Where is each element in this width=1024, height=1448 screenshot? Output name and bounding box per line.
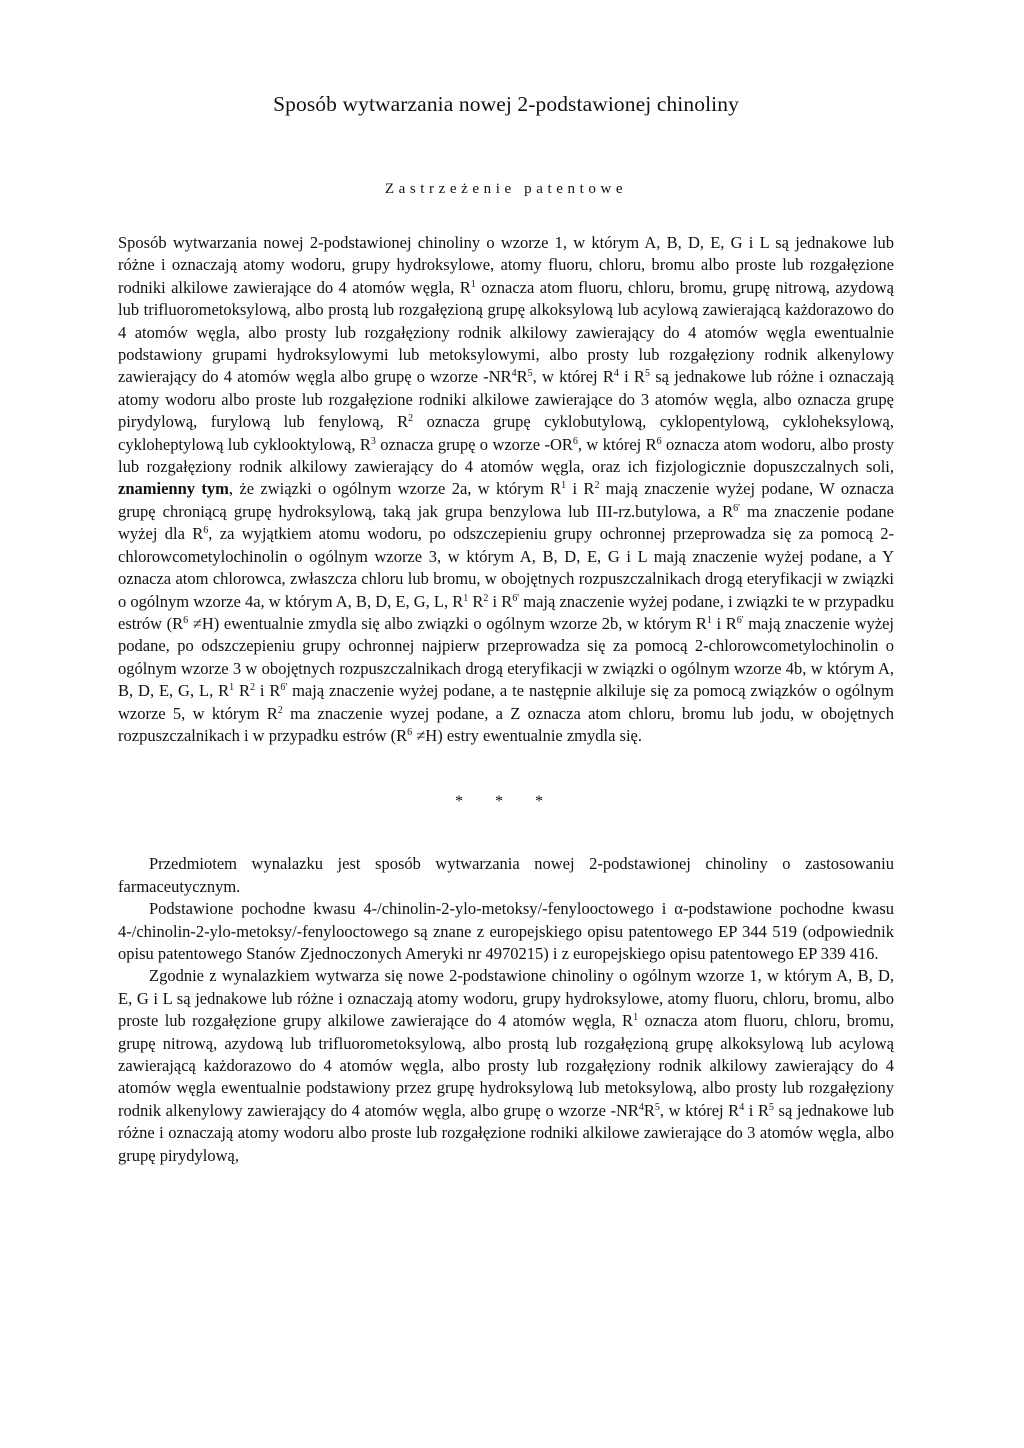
patent-claim: Sposób wytwarzania nowej 2-podstawionej chinoliny o wzorze 1, w którym A, B, D, E, G i L są jednakowe lub różne i oznaczają atomy wodoru, grupy hydroksylowe, atomy fluoru, chloru, bromu albo proste lub rozgałęzione rodniki alkilowe zawierające do 4 atomów węgla, $R^1$ oznacza atom fluoru, chloru, bromu, grupę nitrową, azydową lub trifluorometoksylową, albo prostą lub rozgałęzioną grupę alkoksylową lub acylową zawierającą każdorazowo do 4 atomów węgla, albo prosty lub rozgałęziony rodnik alkilowy zawierający do 4 atomów węgla ewentualnie podstawiony grupami hydroksylowymi lub metoksylowymi, albo prosty lub rozgałęziony rodnik alkenylowy zawierający do 4 atomów węgla albo grupę o wzorze $-NR^4R^5$, w której $R^4$ i $R^5$ są jednakowe lub różne i oznaczają atomy wodoru albo proste lub rozgałęzione rodniki alkilowe zawierające do 3 atomów węgla, albo oznacza grupę pirydylową, furylową lub fenylową, $R^2$ oznacza grupę cyklobutylową, cyklopentylową, cykloheksylową, cykloheptylową lub cyklooktylową, $R^3$ oznacza grupę o wzorze $-OR^6$, w której $R^6$ oznacza atom wodoru, albo prosty lub rozgałęziony rodnik alkilowy zawierający do 4 atomów węgla, oraz ich fizjologicznie dopuszczalnych soli, znamienny tym, że związki o ogólnym wzorze 2a, w którym $R^1$ i $R^2$ mają znaczenie wyżej podane, W oznacza grupę chroniącą grupę hydroksylową, taką jak grupa benzylowa lub III-rz.butylowa, a $R^{6'}$ ma znaczenie podane wyżej dla $R^6$, za wyjątkiem atomu wodoru, po odszczepieniu grupy ochronnej przeprowadza się za pomocą 2-chlorowcometylochinolin o ogólnym wzorze 3, w którym A, B, D, E, G i L mają znaczenie wyżej podane, a Y oznacza atom chlorowca, zwłaszcza chloru lub bromu, w obojętnych rozpuszczalnikach drogą eteryfikacji w związki o ogólnym wzorze 4a, w którym A, B, D, E, G, L, $R^1$ $R^2$ i $R^{6'}$ mają znaczenie wyżej podane, i związki te w przypadku estrów $(R^6 \ne H)$ ewentualnie zmydla się albo związki o ogólnym wzorze 2b, w którym $R^1$ i $R^{6'}$ mają znaczenie wyżej podane, po odszczepieniu grupy ochronnej najpierw przeprowadza się za pomocą 2-chlorowcometylochinolin o ogólnym wzorze 3 w obojętnych rozpuszczalnikach drogą eteryfikacji w związki o ogólnym wzorze 4b, w którym A, B, D, E, G, L, $R^1$ $R^2$ i $R^{6'}$ mają znaczenie wyżej podane, a te następnie alkiluje się za pomocą związków o ogólnym wzorze 5, w którym $R^2$ ma znaczenie wyzej podane, a Z oznacza atom chloru, bromu lub jodu, w obojętnych rozpuszczalnikach i w przypadku estrów $(R^6 \ne H)$ estry ewentualnie zmydla się. bbox=[118, 233, 895, 745]
paragraph: Przedmiotem wynalazku jest sposób wytwarzania nowej 2-podstawionej chinoliny o zastosowaniu farmaceutycznym. bbox=[118, 854, 894, 896]
description-body bbox=[118, 853, 894, 1167]
claim-keyword: znamienny tym bbox=[118, 479, 229, 499]
paragraph: Zgodnie z wynalazkiem wytwarza się nowe 2-podstawione chinoliny o ogólnym wzorze 1, w którym A, B, D, E, G i L są jednakowe lub różne i oznaczają atomy wodoru, grupy hydroksylowe, atomy fluoru, chloru, bromu, albo proste lub rozgałęzione grupy alkilowe zawierające do 4 atomów węgla, $R^1$ oznacza atom fluoru, chloru, bromu, grupę nitrową, azydową lub trifluorometoksylową, albo prostą lub rozgałęzioną grupę alkoksylową lub acylową zawierającą każdorazowo do 4 atomów węgla, albo prosty lub rozgałęziony rodnik alkilowy zawierający do 4 atomów węgla ewentualnie podstawiony przez grupę hydroksylową lub metoksylową, albo prosty lub rozgałęziony rodnik alkenylowy zawierający do 4 atomów węgla, albo grupę o wzorze $-NR^4R^5$, w której $R^4$ i $R^5$ są jednakowe lub różne i oznaczają atomy wodoru albo proste lub rozgałęzione rodniki alkilowe zawierające do 3 atomów węgla, albo grupę pirydylową, bbox=[118, 966, 894, 1165]
section-separator: * * * bbox=[455, 793, 557, 811]
paragraph: Podstawione pochodne kwasu 4-/chinolin-2-ylo-metoksy/-fenylooctowego i α-podstawione pochodne kwasu 4-/chinolin-2-ylo-metoksy/-fenylooctowego są znane z europejskiego opisu patentowego EP 344 519 (odpowiednik opisu patentowego Stanów Zjednoczonych Ameryki nr 4970215) i z europejskiego opisu patentowego EP 339 416. bbox=[118, 899, 894, 963]
section-heading: Zastrzeżenie patentowe bbox=[384, 181, 628, 197]
document-title: Sposób wytwarzania nowej 2-podstawionej chinoliny bbox=[273, 92, 739, 116]
